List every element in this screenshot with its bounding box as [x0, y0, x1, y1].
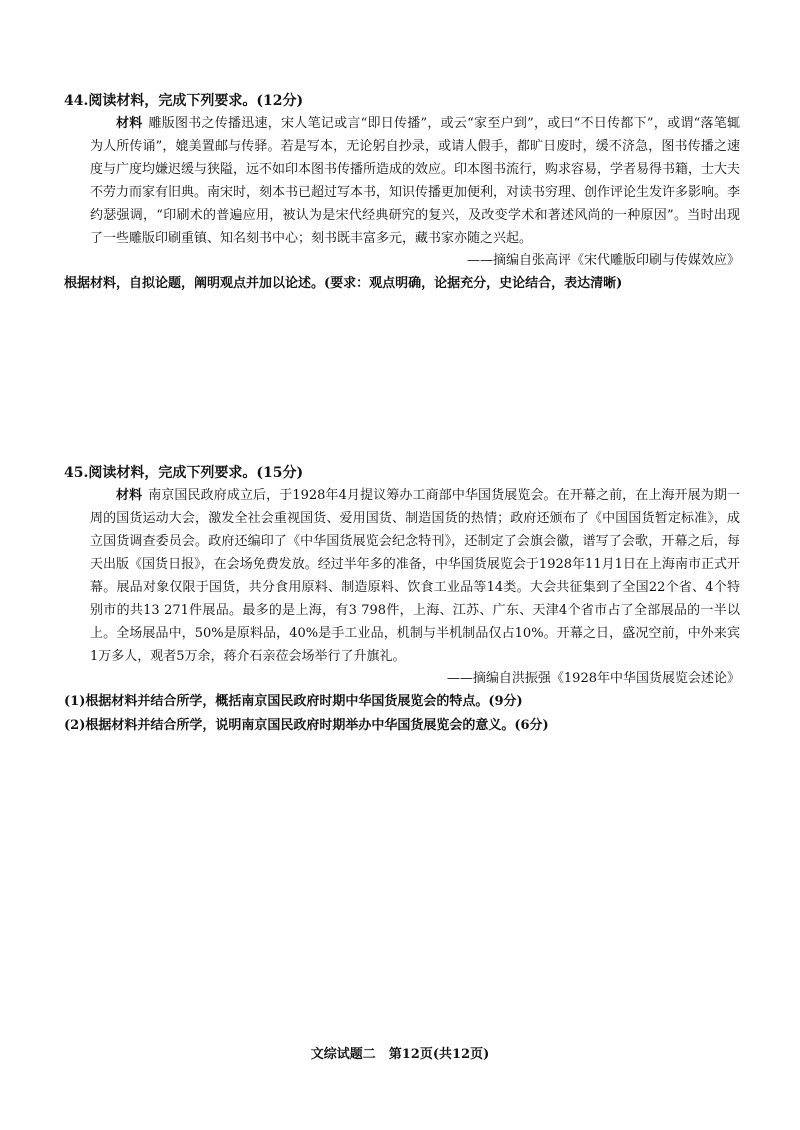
question-45	[64, 462, 740, 738]
question-44-requirement: 根据材料，自拟论题，阐明观点并加以论述。(要求：观点明确，论据充分，史论结合，表达清晰)	[64, 276, 623, 291]
question-44	[64, 90, 741, 296]
question-45-title: 45.阅读材料，完成下列要求。(15分)	[64, 465, 304, 481]
material-text: 雕版图书之传播迅速，宋人笔记或言“即日传播”，或云“家至户到”，或曰“不日传都下”，或谓“落笔辄为人所传诵”，媲美置邮与传驿。若是写本，无论躬自抄录，或请人假手，都旷日废时，缓不济急，图书传播之速度与广度均嫌迟缓与狭隘，远不如印本图书传播所造成的效应。印本图书流行，购求容易，学者易得书籍，士大夫不劳力而家有旧典。南宋时，刻本书已超过写本书，知识传播更加便利，对读书穷理、创作评论生发许多影响。李约瑟强调，“印刷术的普遍应用，被认为是宋代经典研究的复兴，及改变学术和著述风尚的一种原因”。当时出现了一些雕版印刷重镇、知名刻书中心；刻书既丰富多元，藏书家亦随之兴起。	[90, 116, 741, 246]
question-44-material	[90, 112, 740, 250]
material-label: 材料	[116, 116, 143, 131]
question-44-source: ——摘编自张高评《宋代雕版印刷与传媒效应》	[466, 253, 740, 268]
page-footer: 文综试题二 第12页(共12页)	[310, 1047, 490, 1062]
question-45-sub2: (2)根据材料并结合所学，说明南京国民政府时期举办中华国货展览会的意义。(6分)	[64, 718, 549, 733]
question-44-title: 44.阅读材料，完成下列要求。(12分)	[64, 93, 304, 109]
material-text: 南京国民政府成立后，于1928年4月提议筹办工商部中华国货展览会。在开幕之前，在上海开展为期一周的国货运动大会，激发全社会重视国货、爱用国货、制造国货的热情；政府还颁布了《中国国货暂定标准》，成立国货调查委员会。政府还编印了《中华国货展览会纪念特刊》，还制定了会旗会徽，谱写了会歌，开幕之后，每天出版《国货日报》，在会场免费发放。经过半年多的准备，中华国货展览会于1928年11月1日在上海南市正式开幕。展品对象仅限于国货，共分食用原料、制造原料、饮食工业品等14类。大会共征集到了全国22个省、4个特别市的共13 271件展品。最多的是上海，有3 798件，上海、江苏、广东、天津4个省市占了全部展品的一半以上。全场展品中，50%是原料品，40%是手工业品，机制与半机制品仅占10%。开幕之日，盛况空前，中外来宾1万多人，观者5万余，蒋介石亲莅会场举行了升旗礼。	[90, 488, 740, 664]
material-label: 材料	[116, 488, 143, 503]
question-45-material	[90, 484, 740, 668]
question-45-sub1: (1)根据材料并结合所学，概括南京国民政府时期中华国货展览会的特点。(9分)	[64, 694, 523, 709]
question-45-source: ——摘编自洪振强《1928年中华国货展览会述论》	[446, 671, 740, 686]
